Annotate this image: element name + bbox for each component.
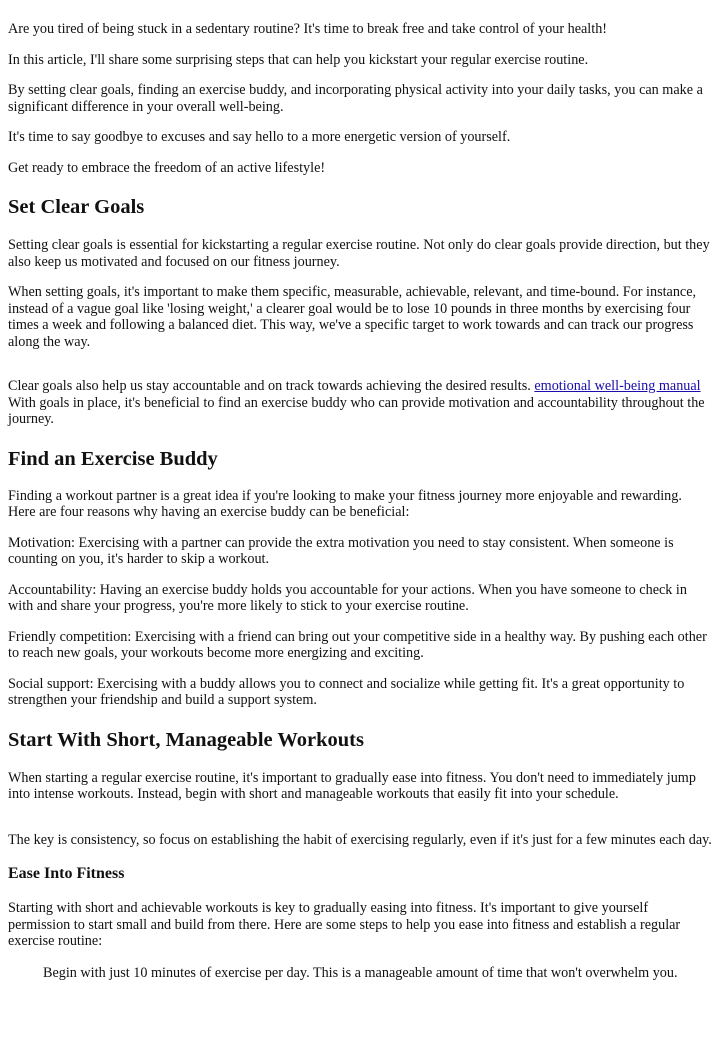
buddy-paragraph-1: Finding a workout partner is a great idea if you're looking to make your fitness journey more enjoyable and rewarding. Here are four reasons why having an exercise buddy can be beneficial: xyxy=(8,487,682,520)
goals-paragraph-3-end: With goals in place, it's beneficial to find an exercise buddy who can provide motivation and accountability throughout the journey. xyxy=(8,394,705,427)
goals-paragraph-3 xyxy=(8,378,712,428)
section-heading-find-an-exercise-buddy: Find an Exercise Buddy xyxy=(8,447,218,470)
intro-paragraph-5: Get ready to embrace the freedom of an active lifestyle! xyxy=(8,159,326,176)
intro-paragraph-4: It's time to say goodbye to excuses and say hello to a more energetic version of yourself. xyxy=(8,129,511,145)
goals-paragraph-2: When setting goals, it's important to make them specific, measurable, achievable, relevant, and time-bound. For instance, instead of a vague goal like 'losing weight,' a clearer goal would be to lose 10 pounds in three months by exercising four times a week and following a balanced diet. This way, we've a specific target to work towards and can track our progress along the way. xyxy=(8,284,697,350)
intro-paragraph-2: In this article, I'll share some surprising steps that can help you kickstart your regular exercise routine. xyxy=(8,51,589,68)
emotional-well-being-manual-link[interactable]: emotional well-being manual xyxy=(534,378,701,394)
goals-paragraph-1: Setting clear goals is essential for kickstarting a regular exercise routine. Not only do clear goals provide direction, but they also keep us motivated and focused on our fitness journey. xyxy=(8,237,710,270)
article xyxy=(0,21,720,981)
ease-paragraph-1: Starting with short and achievable workouts is key to gradually easing into fitness. It's important to give yourself permission to start small and build from there. Here are some steps to help you ease into fitness and establish a regular exercise routine: xyxy=(8,900,681,949)
section-heading-short-workouts: Start With Short, Manageable Workouts xyxy=(8,728,364,751)
buddy-paragraph-motivation: Motivation: Exercising with a partner can provide the extra motivation you need to stay consistent. When someone is counting on you, it's harder to skip a workout. xyxy=(8,534,674,567)
buddy-paragraph-accountability: Accountability: Having an exercise buddy holds you accountable for your actions. When you have someone to check in with and share your progress, you're more likely to stick to your exercise routine. xyxy=(8,581,687,614)
intro-paragraph-3: By setting clear goals, finding an exercise buddy, and incorporating physical activity into your daily tasks, you can make a significant difference in your overall well-being. xyxy=(8,82,703,115)
section-heading-set-clear-goals: Set Clear Goals xyxy=(8,196,145,218)
short-paragraph-1: When starting a regular exercise routine, it's important to gradually ease into fitness. You don't need to immediately jump into intense workouts. Instead, begin with short and manageable workouts that easily fit into your schedule. xyxy=(8,769,696,802)
subheading-ease-into-fitness: Ease Into Fitness xyxy=(8,865,125,882)
ease-paragraph-2: Begin with just 10 minutes of exercise per day. This is a manageable amount of time that won't overwhelm you. xyxy=(43,964,678,981)
short-paragraph-2: The key is consistency, so focus on establishing the habit of exercising regularly, even if it's just for a few minutes each day. xyxy=(8,831,712,848)
buddy-paragraph-competition: Friendly competition: Exercising with a friend can bring out your competitive side in a healthy way. By pushing each other to reach new goals, your workouts become more energizing and exciting. xyxy=(8,628,707,661)
goals-paragraph-3-start: Clear goals also help us stay accountable and on track towards achieving the desired results. xyxy=(8,378,535,394)
buddy-paragraph-social-support: Social support: Exercising with a buddy allows you to connect and socialize while getting fit. It's a great opportunity to strengthen your friendship and build a support system. xyxy=(8,675,685,708)
intro-paragraph-1: Are you tired of being stuck in a sedentary routine? It's time to break free and take control of your health! xyxy=(8,21,608,37)
